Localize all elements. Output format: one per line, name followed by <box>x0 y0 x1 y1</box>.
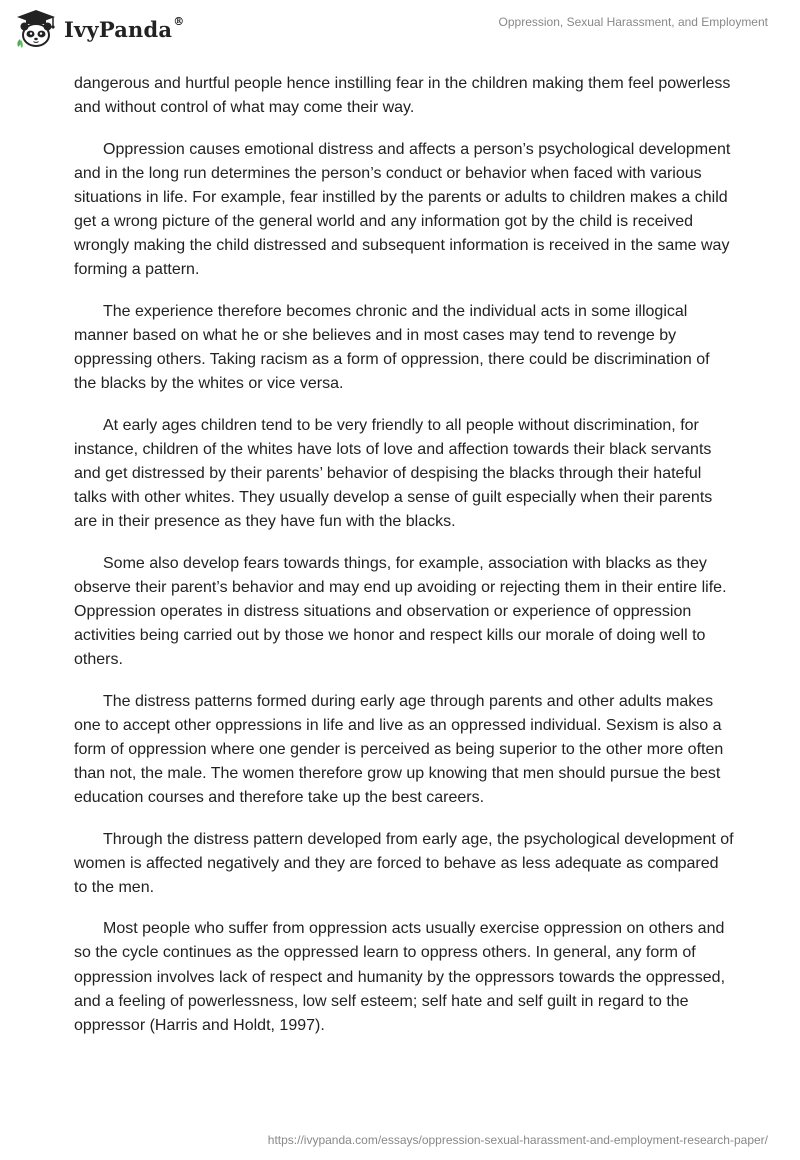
paragraph: Oppression causes emotional distress and affects a person’s psychological development and in the long run determines the person’s conduct or behavior when faced with various situations in life. For example, fear instilled by the parents or adults to children makes a child get a wrong picture of the general world and any information got by the child is received wrongly making the child distressed and subsequent information is received in the same way forming a pattern. <box>74 140 731 279</box>
ivypanda-logo[interactable] <box>14 9 184 49</box>
paragraph: Most people who suffer from oppression acts usually exercise oppression on others and so the cycle continues as the oppressed learn to oppress others. In general, any form of oppression involves lack of respect and humanity by the oppressors towards the oppressed, and a feeling of powerlessness, low self esteem; self hate and self guilt in regard to the oppressor (Harris and Holdt, 1997). <box>74 920 726 1034</box>
brand-name: IvyPanda® <box>64 14 185 42</box>
paragraph: Some also develop fears towards things, for example, association with blacks as they observe their parent’s behavior and may end up avoiding or rejecting them in their entire life. Oppression operates in distress situations and observation or experience of oppression activities being carried out by those we honor and respect kills our morale of doing well to others. <box>74 554 727 668</box>
page-header <box>0 0 800 70</box>
paragraph: Through the distress pattern developed from early age, the psychological development of women is affected negatively and they are forced to behave as less adequate as compared to the men. <box>74 830 734 896</box>
document-title: Oppression, Sexual Harassment, and Employment <box>498 15 768 29</box>
essay-body <box>74 72 734 1055</box>
paragraph: The distress patterns formed during early age through parents and other adults makes one to accept other oppressions in life and live as an oppressed individual. Sexism is also a form of oppression where one gender is perceived as being superior to the other more often than not, the male. The women therefore grow up knowing that men should pursue the best education courses and therefore take up the best careers. <box>74 692 724 806</box>
panda-graduate-icon <box>14 9 58 49</box>
paragraph: dangerous and hurtful people hence instilling fear in the children making them feel powerless and without control of what may come their way. <box>74 75 731 117</box>
paragraph: The experience therefore becomes chronic and the individual acts in some illogical manner based on what he or she believes and in most cases may tend to revenge by oppressing others. Taking racism as a form of oppression, there could be discrimination of the blacks by the whites or vice versa. <box>74 302 710 393</box>
source-url[interactable]: https://ivypanda.com/essays/oppression-sexual-harassment-and-employment-research-paper/ <box>267 1133 768 1147</box>
paragraph: At early ages children tend to be very friendly to all people without discrimination, for instance, children of the whites have lots of love and affection towards their black servants and get distressed by their parents’ behavior of despising the blacks through their hateful talks with other whites. They usually develop a sense of guilt especially when their parents are in their presence as they have fun with the blacks. <box>74 416 713 530</box>
